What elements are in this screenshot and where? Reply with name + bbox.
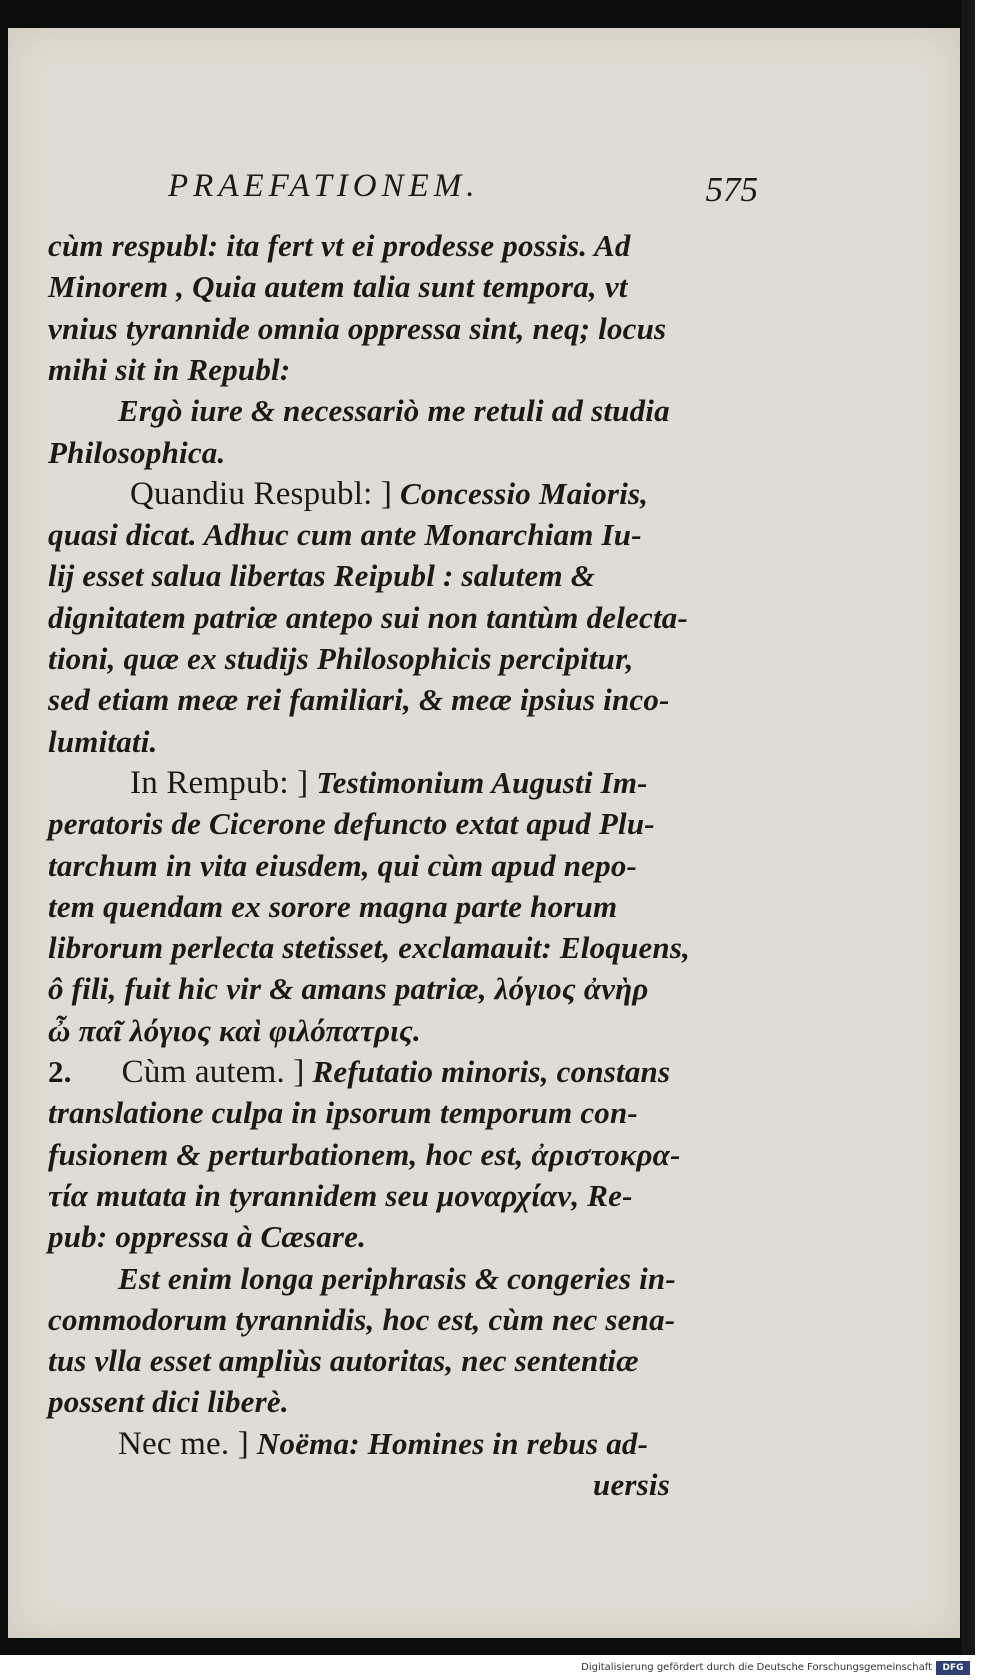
page-number: 575 [705, 170, 758, 209]
line-text: Refutatio minoris, constans [304, 1054, 671, 1089]
text-line [118, 390, 670, 432]
line-text: tioni, quæ ex studijs Philosophicis percipitur, [48, 641, 634, 676]
line-text: tem quendam ex sorore magna parte horum [48, 888, 618, 924]
line-text: Testimonium Augusti Im- [308, 764, 648, 800]
page-header [168, 168, 758, 208]
line-text: sed etiam meæ rei familiari, & meæ ipsius inco- [48, 682, 670, 718]
text-line [48, 1381, 289, 1423]
text-line [593, 1464, 670, 1506]
text-line [48, 1216, 366, 1258]
lemma: Quandiu Respubl: ] [130, 475, 393, 512]
line-text: translatione culpa in ipsorum temporum con- [48, 1095, 638, 1131]
text-line [48, 638, 634, 680]
text-line [48, 555, 595, 597]
line-text: dignitatem patriæ antepo sui non tantùm delecta- [48, 599, 688, 635]
line-text: Minorem , Quia autem talia sunt tempora, vt [48, 269, 628, 305]
line-text: fusionem & perturbationem, hoc est, ἀριστοκρα- [48, 1136, 681, 1172]
line-text: possent dici liberè. [48, 1384, 289, 1420]
text-line [118, 1423, 648, 1465]
scan-edge [962, 0, 975, 1655]
line-text: Philosophica. [48, 434, 226, 470]
text-line [48, 1092, 638, 1134]
text-line [48, 886, 617, 928]
line-text: mihi sit in Republ: [48, 351, 291, 387]
lemma: In Rempub: ] [130, 764, 309, 801]
line-text: Ergò iure & necessariò me retuli ad studia [118, 393, 670, 429]
section-number: 2. [48, 1054, 72, 1089]
text-line [118, 1258, 676, 1300]
text-line [48, 1134, 681, 1176]
line-text: ô fili, fuit hic vir & amans patriæ, λόγιος ἀνὴρ [48, 971, 649, 1007]
text-line [48, 721, 157, 763]
dfg-logo: DFG [936, 1661, 970, 1675]
text-line [48, 225, 631, 267]
text-line [48, 308, 666, 350]
text-line [48, 1299, 675, 1341]
running-head: PRAEFATIONEM. [168, 168, 480, 204]
lemma: Nec me. ] [118, 1425, 249, 1462]
line-text: τία mutata in tyrannidem seu μοναρχίαν, Re- [48, 1177, 633, 1213]
text-line [48, 1010, 421, 1052]
text-line [48, 927, 690, 969]
footer-bar [0, 1658, 1000, 1680]
line-text: pub: oppressa à Cæsare. [48, 1219, 367, 1255]
text-line [48, 1175, 633, 1217]
text-line [48, 845, 637, 887]
text-line [48, 432, 225, 474]
line-text: quasi dicat. Adhuc cum ante Monarchiam Iu- [48, 517, 642, 553]
line-text: librorum perlecta stetisset, exclamauit: Eloquens, [48, 930, 691, 966]
text-line [48, 1051, 670, 1093]
line-text: peratoris de Cicerone defuncto extat apud Plu- [48, 806, 655, 842]
line-text: Noëma: Homines in rebus ad- [248, 1425, 649, 1461]
line-text: cùm respubl: ita fert vt ei prodesse possis. Ad [48, 228, 631, 263]
line-text: lij esset salua libertas Reipubl : salutem & [48, 558, 596, 594]
text-line [48, 514, 642, 556]
lemma: Cùm autem. ] [121, 1054, 305, 1090]
text-line [48, 266, 628, 308]
text-line [48, 349, 290, 391]
text-line [48, 597, 688, 639]
text-line [48, 803, 655, 845]
line-text: lumitati. [48, 723, 158, 759]
text-line [130, 473, 648, 515]
funding-credit: Digitalisierung gefördert durch die Deutsche Forschungsgemeinschaft [581, 1662, 932, 1673]
line-text: Concessio Maioris, [392, 475, 649, 511]
text-line [48, 968, 649, 1010]
text-line [48, 679, 670, 721]
line-text: tus vlla esset ampliùs autoritas, nec sententiæ [48, 1343, 639, 1379]
text-line [130, 762, 648, 804]
book-page [8, 28, 960, 1638]
line-text: vnius tyrannide omnia oppressa sint, neq; locus [48, 310, 667, 346]
line-text: Est enim longa periphrasis & congeries in- [118, 1260, 676, 1296]
line-text: commodorum tyrannidis, hoc est, cùm nec sena- [48, 1301, 676, 1337]
catchword: uersis [593, 1467, 671, 1502]
line-text: tarchum in vita eiusdem, qui cùm apud nepo- [48, 847, 638, 883]
text-line [48, 1340, 639, 1382]
line-text: ὦ παῖ λόγιος καὶ φιλόπατρις. [48, 1012, 421, 1048]
